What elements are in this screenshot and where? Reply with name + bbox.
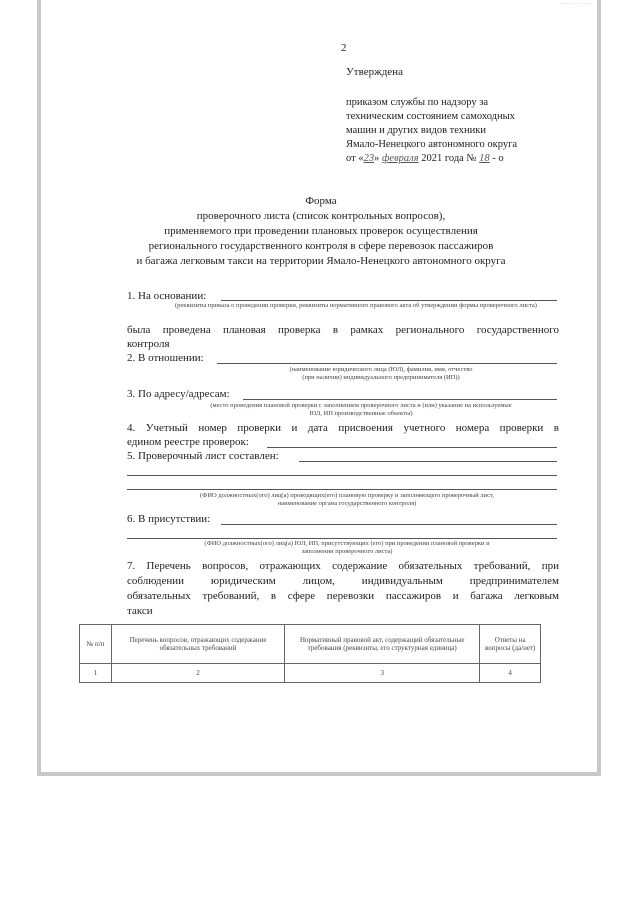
item2-label: 2. В отношении: <box>127 352 204 364</box>
table-row <box>80 664 541 683</box>
item2-caption: (при наличии) индивидуального предпринимателя (ИП)) <box>302 374 460 381</box>
table-header-cell: Ответы на вопросы (да/нет) <box>480 625 541 664</box>
form-title-line: применяемого при проведении плановых проверок осуществления <box>164 225 478 237</box>
table-header-cell: № п/п <box>80 625 112 664</box>
table-cell: 1 <box>80 664 112 683</box>
item4-text: едином реестре проверок: <box>127 436 249 448</box>
item7-text: такси <box>127 605 153 617</box>
handwritten-month: февраля <box>381 153 419 164</box>
item5-caption: (ФИО должностных(ого) лиц(а) проводящих(его) плановую проверку и заполняющего проверочный лист, <box>200 492 494 499</box>
item7-text: соблюдении юридическим лицом, индивидуальным предпринимателем <box>127 575 559 587</box>
form-title <box>101 194 541 269</box>
item3-caption: ЮЛ, ИП производственные объекты) <box>309 410 413 417</box>
item2-caption: (наименование юридического лица (ЮЛ), фамилия, имя, отчество <box>289 366 473 373</box>
item4-fill-line <box>267 447 557 448</box>
table-header-row <box>80 625 541 664</box>
table-cell: 4 <box>480 664 541 683</box>
table-cell: 3 <box>285 664 480 683</box>
item6-caption: (ФИО должностных(ого) лиц(а) ЮЛ, ИП, присутствующих (его) при проведении плановой проверки и <box>204 540 490 547</box>
page-number: 2 <box>341 42 347 54</box>
approval-line: Ямало-Ненецкого автономного округа <box>346 139 518 150</box>
item5-label: 5. Проверочный лист составлен: <box>127 450 279 462</box>
item5-fill-line <box>299 461 557 462</box>
item3-caption: (место проведения плановой проверки с заполнением проверочного листа и (или) указание на используемые <box>210 402 512 409</box>
table-cell: 2 <box>111 664 284 683</box>
item6-fill-line <box>127 538 557 539</box>
scan-edge-marks: ·········· <box>559 0 593 8</box>
approval-block <box>346 96 576 166</box>
item5-fill-line <box>127 489 557 490</box>
item5-caption: наименование органа государственного контроля) <box>277 500 417 507</box>
item1-fill-line <box>221 300 557 301</box>
approval-line: машин и других видов техники <box>346 125 487 136</box>
item7-text: обязательных требований, в сфере перевозки пассажиров и багажа легковым <box>127 590 559 602</box>
item1-text: была проведена плановая проверка в рамках регионального государственного <box>127 324 559 336</box>
item2-fill-line <box>217 363 557 364</box>
item6-label: 6. В присутствии: <box>127 513 211 525</box>
approval-date: от «23» февраля 2021 года № 18 - о <box>346 153 504 164</box>
item3-fill-line <box>243 399 557 400</box>
approval-line: техническим состоянием самоходных <box>346 111 515 122</box>
item1-text: контроля <box>127 338 170 350</box>
item6-fill-line <box>221 524 557 525</box>
item6-caption: заполнении проверочного листа) <box>301 548 393 555</box>
item4-text: 4. Учетный номер проверки и дата присвоения учетного номера проверки в <box>127 422 559 434</box>
form-title-line: проверочного листа (список контрольных вопросов), <box>196 210 446 222</box>
table-header-cell: Нормативный правовой акт, содержащий обязательные требования (реквизиты, его структурная единица) <box>285 625 480 664</box>
approval-title: Утверждена <box>346 66 403 78</box>
item1-label: 1. На основании: <box>127 290 207 302</box>
approval-line: приказом службы по надзору за <box>346 97 489 108</box>
item5-fill-line <box>127 475 557 476</box>
form-word: Форма <box>305 195 337 207</box>
item7-text: 7. Перечень вопросов, отражающих содержание обязательных требований, при <box>127 560 559 572</box>
item1-caption: (реквизиты приказа о проведении проверки, реквизиты нормативного правового акта об утверждении формы проверочного листа) <box>175 302 537 309</box>
form-title-line: регионального государственного контроля в сфере перевозок пассажиров <box>148 240 494 252</box>
form-title-line: и багажа легковым такси на территории Ямало-Ненецкого автономного округа <box>136 255 506 267</box>
handwritten-number: 18 <box>479 153 490 164</box>
table-header-cell: Перечень вопросов, отражающих содержание обязательных требований <box>111 625 284 664</box>
questions-table <box>79 624 541 683</box>
item3-label: 3. По адресу/адресам: <box>127 388 230 400</box>
handwritten-day: 23 <box>363 153 375 164</box>
